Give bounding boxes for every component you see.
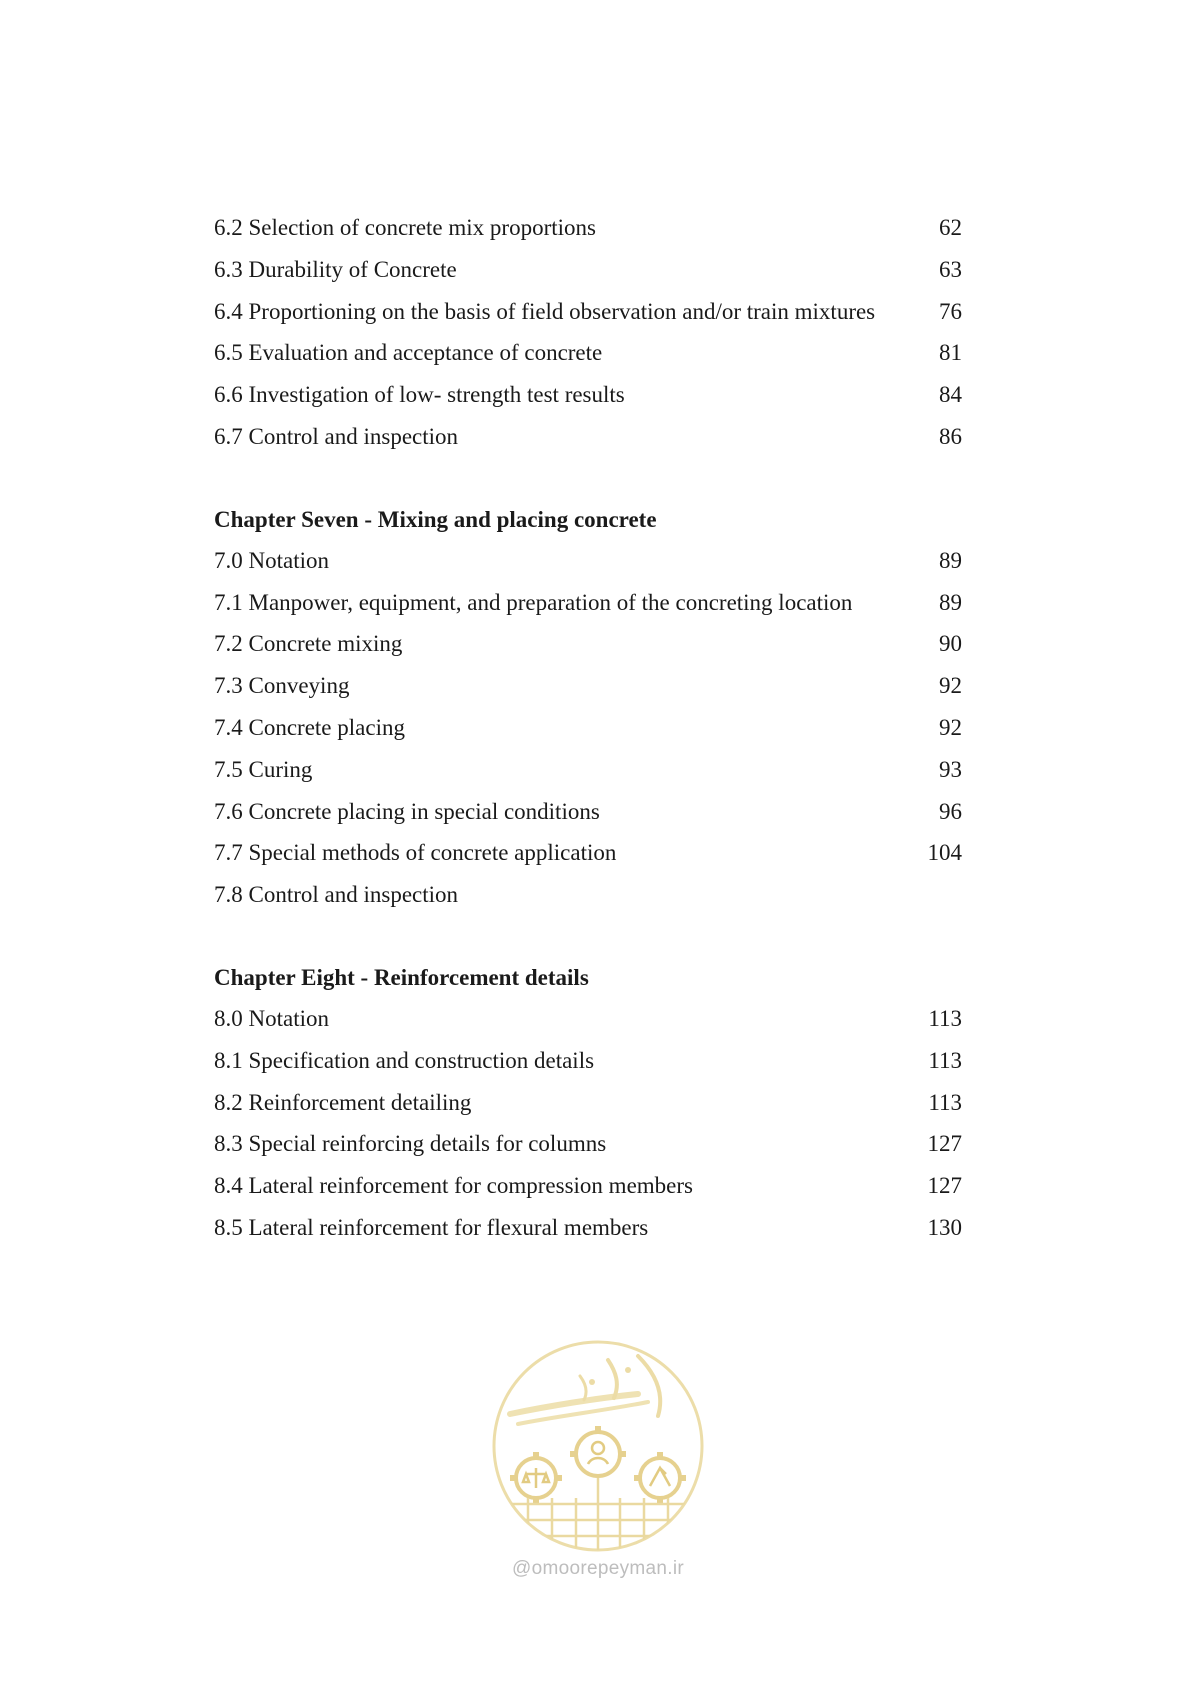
toc-entry	[214, 1165, 962, 1207]
toc-entry	[214, 874, 962, 916]
toc-entry-title: 7.2 Concrete mixing	[214, 631, 403, 657]
toc-entry-title: 6.6 Investigation of low- strength test results	[214, 382, 625, 408]
toc-entry	[214, 582, 962, 624]
toc-section	[214, 500, 962, 916]
toc-entry-title: 8.4 Lateral reinforcement for compression members	[214, 1173, 693, 1199]
toc-entry-page: 84	[939, 382, 962, 408]
toc-entry	[214, 1207, 962, 1249]
toc-entry	[214, 249, 962, 291]
toc-entry-page: 127	[927, 1131, 962, 1157]
toc-entry	[214, 707, 962, 749]
toc-entry	[214, 207, 962, 249]
toc-entry-page: 127	[927, 1173, 962, 1199]
toc-entry-title: 8.1 Specification and construction details	[214, 1047, 595, 1073]
toc-entry	[214, 832, 962, 874]
toc-entry-title: 7.6 Concrete placing in special conditions	[214, 798, 600, 824]
toc-entry	[214, 332, 962, 374]
watermark-site-text: @omoorepeyman.ir	[512, 1558, 684, 1579]
chapter-heading: Chapter Eight - Reinforcement details	[214, 964, 589, 990]
toc-entry-page: 113	[928, 1047, 962, 1073]
toc-entry-page: 63	[939, 256, 962, 282]
toc-entry-title: 7.5 Curing	[214, 756, 313, 782]
toc-entry-title: 6.2 Selection of concrete mix proportions	[214, 215, 596, 240]
toc-entry-title: 6.4 Proportioning on the basis of field observation and/or train mixtures	[214, 298, 876, 324]
toc-entry-title: 8.5 Lateral reinforcement for flexural members	[214, 1214, 649, 1240]
toc-entry	[214, 749, 962, 791]
toc-entry	[214, 1123, 962, 1165]
toc-entry-title: 7.7 Special methods of concrete application	[214, 840, 617, 866]
toc-entry-page: 104	[927, 840, 962, 866]
toc-entry-page: 89	[939, 547, 962, 573]
toc-entry-page: 93	[939, 756, 962, 782]
toc-entry-title: 7.1 Manpower, equipment, and preparation of the concreting location	[214, 589, 853, 615]
toc-entry	[214, 540, 962, 582]
toc-section	[214, 958, 962, 1249]
toc-entry	[214, 623, 962, 665]
chapter-heading: Chapter Seven - Mixing and placing concrete	[214, 506, 657, 532]
toc-entry-title: 8.3 Special reinforcing details for columns	[214, 1131, 607, 1157]
toc-entry-page: 90	[939, 631, 962, 657]
toc-entry-title: 7.8 Control and inspection	[214, 882, 459, 908]
toc-entry-title: 8.2 Reinforcement detailing	[214, 1089, 472, 1115]
table-of-contents	[214, 207, 962, 1249]
toc-section	[214, 207, 962, 458]
toc-entry-page: 130	[927, 1214, 962, 1240]
toc-entry-page: 62	[939, 215, 962, 240]
watermark	[488, 1336, 708, 1579]
toc-entry	[214, 1040, 962, 1082]
toc-entry	[214, 998, 962, 1040]
toc-entry	[214, 665, 962, 707]
toc-entry	[214, 291, 962, 333]
toc-entry-title: 7.4 Concrete placing	[214, 714, 405, 740]
toc-entry-page: 86	[939, 423, 962, 449]
toc-entry	[214, 1082, 962, 1124]
toc-entry-title: 6.5 Evaluation and acceptance of concrete	[214, 340, 603, 366]
toc-entry-page: 81	[939, 340, 962, 366]
toc-entry-title: 7.3 Conveying	[214, 673, 350, 699]
toc-entry-title: 7.0 Notation	[214, 547, 329, 573]
toc-entry-title: 8.0 Notation	[214, 1005, 329, 1031]
toc-entry-page: 113	[928, 1005, 962, 1031]
toc-entry-title: 6.3 Durability of Concrete	[214, 256, 457, 282]
toc-entry	[214, 416, 962, 458]
toc-entry-page: 89	[939, 589, 962, 615]
toc-entry-page: 113	[928, 1089, 962, 1115]
toc-entry	[214, 374, 962, 416]
toc-entry-page: 92	[939, 673, 962, 699]
omoorepeyman-logo-icon	[488, 1336, 708, 1556]
toc-entry	[214, 791, 962, 833]
toc-entry-page: 96	[939, 798, 962, 824]
toc-entry-page: 92	[939, 714, 962, 740]
toc-entry-page: 76	[939, 298, 962, 324]
toc-entry-title: 6.7 Control and inspection	[214, 423, 459, 449]
